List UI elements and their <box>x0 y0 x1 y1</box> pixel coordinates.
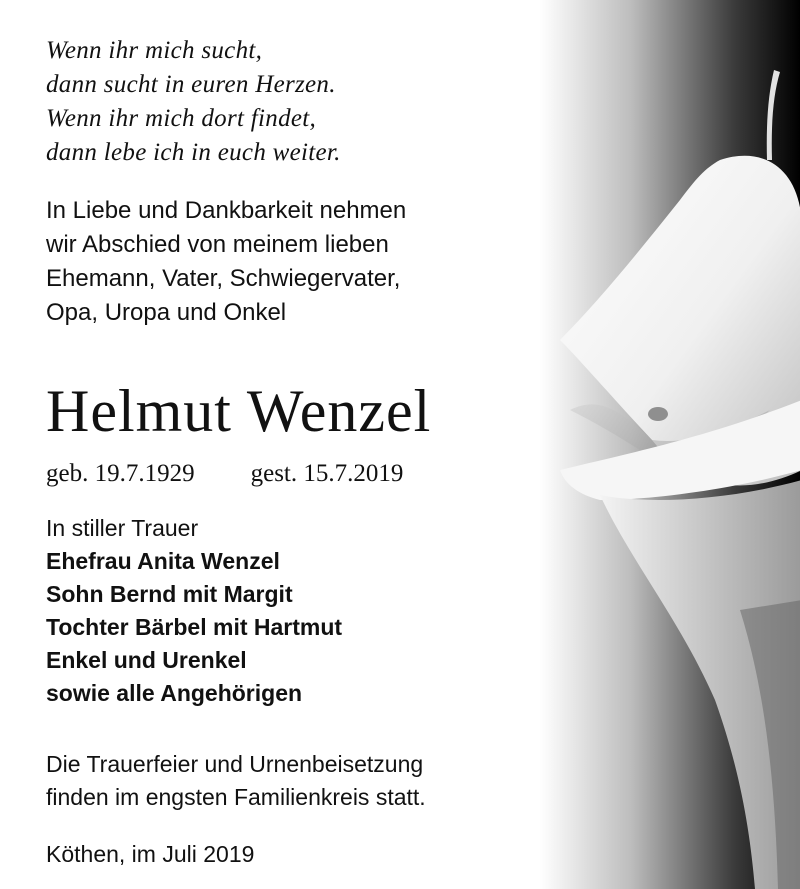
intro-line: Opa, Uropa und Onkel <box>46 299 287 326</box>
poem-line: Wenn ihr mich sucht, <box>46 37 263 64</box>
poem-line: dann lebe ich in euch weiter. <box>46 139 341 166</box>
deceased-name: Helmut Wenzel <box>46 378 432 444</box>
poem <box>46 34 546 170</box>
intro-line: In Liebe und Dankbarkeit nehmen <box>46 197 407 224</box>
place-and-date: Köthen, im Juli 2019 <box>46 841 255 867</box>
poem-line: dann sucht in euren Herzen. <box>46 71 336 98</box>
ceremony-notice <box>46 748 546 814</box>
text-column <box>46 34 546 871</box>
intro-line: Ehemann, Vater, Schwiegervater, <box>46 265 401 292</box>
mourner-entry: sowie alle Angehörigen <box>46 680 303 706</box>
intro-text <box>46 194 546 330</box>
mourner-entry: Tochter Bärbel mit Hartmut <box>46 614 343 640</box>
ceremony-line: finden im engsten Familienkreis statt. <box>46 784 426 810</box>
birth-date: geb. 19.7.1929 <box>46 460 195 487</box>
ceremony-line: Die Trauerfeier und Urnenbeisetzung <box>46 751 424 777</box>
mourners-list <box>46 512 546 710</box>
mourners-lead: In stiller Trauer <box>46 515 199 541</box>
calla-lily-icon <box>540 0 800 889</box>
intro-line: wir Abschied von meinem lieben <box>46 231 389 258</box>
poem-line: Wenn ihr mich dort findet, <box>46 105 317 132</box>
death-date: gest. 15.7.2019 <box>250 460 404 487</box>
mourner-entry: Ehefrau Anita Wenzel <box>46 548 280 574</box>
mourner-entry: Sohn Bernd mit Margit <box>46 581 293 607</box>
mourner-entry: Enkel und Urenkel <box>46 647 247 673</box>
life-dates <box>46 458 546 490</box>
